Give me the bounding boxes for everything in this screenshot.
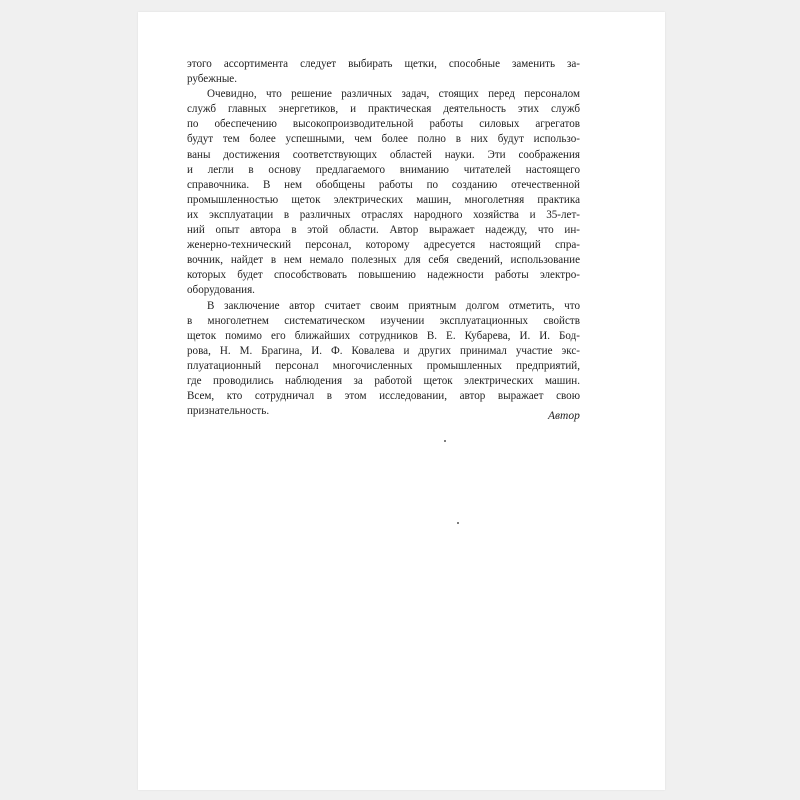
text-line: плуатационный персонал многочисленных промышленных предприятий, (187, 359, 580, 372)
text-line: рубежные. (187, 73, 237, 86)
text-line: Всем, кто сотрудничал в этом исследовании, автор выражает свою (187, 390, 580, 403)
text-line: ваны достижения соответствующих областей науки. Эти соображения (187, 148, 580, 161)
text-line: вочник, найдет в нем немало полезных для себя сведений, использование (187, 254, 580, 267)
text-line: будут тем более успешными, чем более полно в них будут использо- (187, 133, 580, 146)
text-line: женерно-технический персонал, которому адресуется настоящий спра- (187, 239, 580, 252)
text-line: в многолетнем систематическом изучении эксплуатационных свойств (187, 314, 580, 327)
text-line: их эксплуатации в различных отраслях народного хозяйства и 35-лет- (187, 208, 580, 221)
text-line: оборудования. (187, 284, 255, 297)
text-line: справочника. В нем обобщены работы по созданию отечественной (187, 178, 580, 191)
document-text (187, 57, 580, 419)
document-page (138, 12, 665, 790)
scan-speck (457, 522, 459, 524)
text-line: Очевидно, что решение различных задач, стоящих перед персоналом (207, 88, 580, 101)
text-line: ний опыт автора в этой области. Автор выражает надежду, что ин- (187, 224, 580, 237)
scan-speck (444, 440, 446, 442)
text-line: щеток помимо его ближайших сотрудников В. Е. Кубарева, И. И. Бод- (187, 329, 580, 342)
text-line: где проводились наблюдения за работой щеток электрических машин. (187, 374, 580, 387)
text-line: по обеспечению высокопроизводительной работы силовых агрегатов (187, 118, 580, 131)
text-line: служб главных энергетиков, и практическая деятельность этих служб (187, 103, 580, 116)
text-line: которых будет способствовать повышению надежности работы электро- (187, 269, 580, 282)
text-line: этого ассортимента следует выбирать щетки, способные заменить за- (187, 58, 580, 70)
text-line: и легли в основу предлагаемого вниманию читателей настоящего (187, 163, 580, 176)
text-line: признательность. (187, 405, 270, 418)
text-line: рова, Н. М. Брагина, И. Ф. Ковалева и других принимал участие экс- (187, 344, 580, 357)
text-line: промышленностью щеток электрических машин, многолетняя практика (187, 193, 580, 206)
author-signature: Автор (548, 410, 580, 422)
text-line: В заключение автор считает своим приятным долгом отметить, что (207, 299, 580, 312)
